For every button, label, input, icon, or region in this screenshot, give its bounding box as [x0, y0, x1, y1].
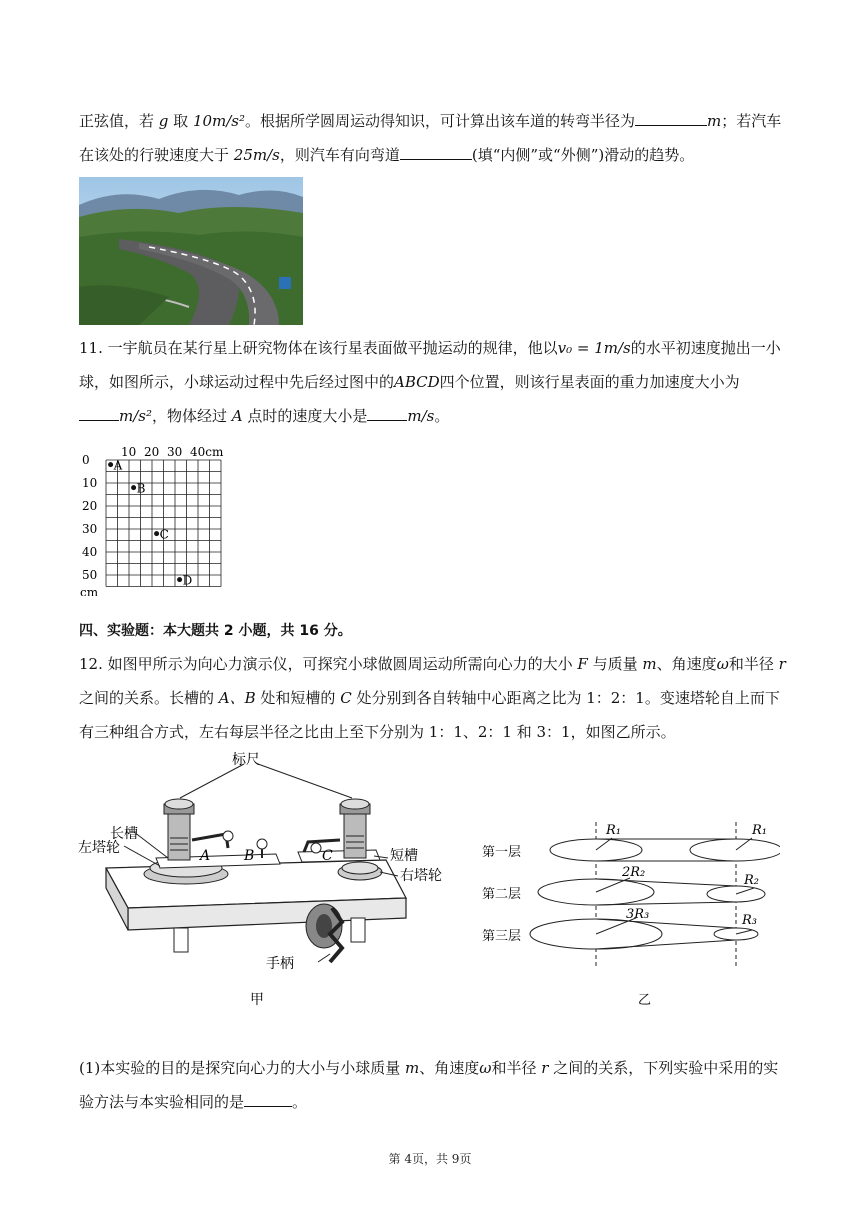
label-r2-right: R₂	[744, 873, 759, 888]
label-shoubing: 手柄	[266, 956, 294, 972]
label-A: A	[200, 848, 211, 864]
label-r1-right: R₁	[752, 823, 767, 838]
label-3r3: 3R₃	[626, 907, 650, 922]
x-tick-label: 40cm	[190, 445, 224, 459]
q10-line-1: 正弦值，若 g 取 10m/s²。根据所学圆周运动得知识，可计算出该车道的转弯半径为 m；若汽车	[79, 112, 782, 130]
y-tick-label: 50	[82, 568, 98, 582]
q11-line-1: 11. 一宇航员在某行星上研究物体在该行星表面做平抛运动的规律，他以v₀ = 1m/s的水平初速度抛出一小	[79, 339, 781, 357]
answer-blank[interactable]	[79, 406, 119, 421]
q12-line-1: 12. 如图甲所示为向心力演示仪，可探究小球做圆周运动所需向心力的大小 F 与质量 m、角速度ω和半径 r	[79, 655, 786, 673]
answer-blank[interactable]	[400, 145, 472, 160]
point-label-B: B	[136, 481, 146, 496]
answer-blank[interactable]	[635, 111, 707, 126]
point-label-C: C	[159, 527, 169, 542]
label-youtalun: 右塔轮	[400, 868, 442, 884]
y-unit-label: cm	[80, 585, 99, 596]
label-r1-left: R₁	[606, 823, 621, 838]
label-biaochi: 标尺	[232, 752, 260, 768]
q12-sub1-line-1: (1)本实验的目的是探究向心力的大小与小球质量 m、角速度ω和半径 r 之间的关系，下列实验中采用的实	[79, 1059, 779, 1077]
point-D	[177, 577, 182, 582]
label-r3-right: R₃	[742, 913, 757, 928]
centripetal-apparatus-figure	[76, 748, 456, 1008]
point-B	[131, 485, 136, 490]
y-tick-label: 10	[82, 476, 98, 490]
page-footer: 第 4页，共 9页	[388, 1152, 472, 1166]
point-label-A: A	[113, 458, 123, 473]
x-tick-label: 10	[121, 445, 137, 459]
answer-blank[interactable]	[244, 1092, 292, 1107]
point-A	[108, 462, 113, 467]
section-heading: 四、实验题：本大题共 2 小题，共 16 分。	[79, 623, 352, 639]
caption-yi: 乙	[638, 993, 652, 1008]
answer-blank[interactable]	[367, 406, 407, 421]
q10-line-2: 在该处的行驶速度大于 25m/s，则汽车有向弯道 (填“内侧”或“外侧”)滑动的趋势。	[79, 146, 695, 164]
y-tick-label: 0	[82, 453, 90, 467]
x-tick-label: 20	[144, 445, 160, 459]
label-zuotalun: 左塔轮	[78, 840, 120, 856]
highway-curve-photo	[79, 177, 303, 325]
label-layer1: 第一层	[482, 845, 522, 860]
point-C	[154, 531, 159, 536]
label-layer3: 第三层	[482, 929, 522, 944]
y-tick-label: 20	[82, 499, 98, 513]
q12-sub1-line-2: 验方法与本实验相同的是 。	[79, 1093, 308, 1111]
caption-jia: 甲	[250, 992, 264, 1008]
label-2r2: 2R₂	[622, 865, 646, 880]
label-layer2: 第二层	[482, 887, 522, 902]
q12-line-3: 有三种组合方式，左右每层半径之比由上至下分别为 1：1、2：1 和 3：1，如图乙所示。	[79, 723, 676, 741]
point-label-D: D	[182, 573, 193, 588]
projectile-grid-figure	[78, 440, 238, 596]
q11-line-2: 球，如图所示，小球运动过程中先后经过图中的ABCD四个位置，则该行星表面的重力加速度大小为	[79, 373, 740, 391]
q11-line-3: m/s²，物体经过 A 点时的速度大小是 m/s。	[79, 406, 449, 426]
y-tick-label: 40	[82, 545, 98, 559]
label-changcao: 长槽	[110, 826, 138, 842]
x-tick-label: 30	[167, 445, 183, 459]
y-tick-label: 30	[82, 522, 98, 536]
label-C: C	[322, 848, 333, 864]
label-duancao: 短槽	[390, 848, 418, 864]
q12-line-2: 之间的关系。长槽的 A、B 处和短槽的 C 处分别到各自转轴中心距离之比为 1：2：1。变速塔轮自上而下	[79, 689, 780, 707]
label-B: B	[244, 848, 255, 864]
tower-pulley-layers-figure	[480, 818, 780, 1008]
